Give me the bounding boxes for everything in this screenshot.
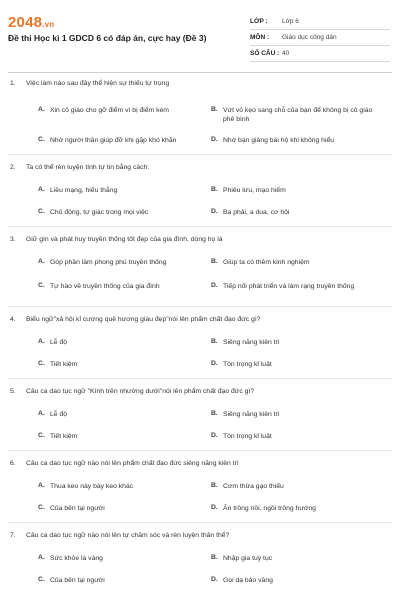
answer-option[interactable] (211, 338, 378, 347)
option-text: Liều mạng, hiếu thắng (50, 187, 118, 194)
question-number: 3. (10, 236, 16, 243)
option-text: Tôn trọng kỉ luật (223, 433, 272, 440)
question-number: 4. (10, 316, 16, 323)
option-text: Ba phải, a dua, cơ hội (223, 209, 290, 216)
meta-row-count (250, 46, 390, 62)
question-text: Giữ gìn và phát huy truyền thống tốt đẹp của gia đình, dòng họ là (26, 236, 223, 243)
meta-row-subject (250, 30, 390, 46)
answer-option[interactable] (211, 504, 378, 513)
answer-option[interactable] (38, 282, 205, 291)
answer-option[interactable] (38, 186, 205, 195)
option-letter: B. (211, 186, 218, 193)
option-text: Vứt vỏ kẹo sang chỗ của bạn để không bị cô giáo phê bình (223, 107, 373, 123)
question-separator (8, 378, 392, 379)
option-letter: C. (38, 208, 45, 215)
question-number: 2. (10, 164, 16, 171)
option-text: Ăn trông nồi, ngồi trông hướng (223, 505, 316, 512)
option-text: Siêng năng kiên trì (223, 411, 280, 418)
question-text: Ta có thể rèn luyện tính tự tin bằng cách: (26, 164, 150, 171)
option-text: Góp phần làm phong phú truyền thống (50, 259, 167, 266)
option-letter: A. (38, 482, 45, 489)
option-text: Tôn trọng kỉ luật (223, 361, 272, 368)
logo-tld: .vn (42, 20, 55, 29)
answer-option[interactable] (38, 482, 205, 491)
answer-option[interactable] (211, 576, 378, 585)
option-text: Phiêu lưu, mạo hiểm (223, 187, 286, 194)
option-text: Của bền tại người (50, 577, 105, 584)
option-letter: D. (211, 136, 218, 143)
answer-option[interactable] (211, 432, 378, 441)
option-letter: A. (38, 554, 45, 561)
answer-option[interactable] (211, 106, 378, 124)
option-text: Sức khỏe là vàng (50, 555, 103, 562)
option-letter: C. (38, 136, 45, 143)
option-letter: B. (211, 554, 218, 561)
option-text: Xin cô giáo cho gỡ điểm vì bị điểm kém (50, 107, 169, 114)
option-text: Tiếp nối phát triển và làm rạng truyền thống (223, 283, 355, 290)
question-text: Việc làm nào sau đây thể hiện sự thiếu tự trọng (26, 80, 170, 87)
answer-option[interactable] (211, 482, 378, 491)
meta-label: MÔN : (250, 34, 270, 41)
question-number: 5. (10, 388, 16, 395)
answer-option[interactable] (38, 338, 205, 347)
option-letter: D. (211, 432, 218, 439)
meta-value: 40 (282, 50, 290, 57)
option-text: Cơm thừa gạo thiếu (223, 483, 284, 490)
option-letter: A. (38, 338, 45, 345)
logo-text: 2048 (8, 14, 43, 31)
meta-row-class (250, 14, 390, 30)
meta-value: Lớp 6 (282, 18, 299, 25)
answer-option[interactable] (211, 282, 378, 291)
header-divider (8, 72, 392, 73)
answer-option[interactable] (211, 360, 378, 369)
exam-title: Đề thi Học kì 1 GDCD 6 có đáp án, cực hay (Đề 3) (8, 33, 207, 43)
option-text: Gọi dạ bảo vâng (223, 577, 273, 584)
option-letter: D. (211, 504, 218, 511)
question-text: Biểu ngữ"xả hội kỉ cương quê hương giàu đẹp"nói lên phẩm chất đạo đức gì? (26, 316, 261, 323)
site-logo[interactable] (8, 14, 54, 31)
option-letter: D. (211, 360, 218, 367)
option-text: Nhờ bạn giảng bài hộ khi không hiểu (223, 137, 335, 144)
option-letter: B. (211, 338, 218, 345)
option-letter: C. (38, 576, 45, 583)
answer-option[interactable] (38, 208, 205, 217)
option-letter: B. (211, 482, 218, 489)
option-text: Thua keo này bày keo khác (50, 483, 134, 490)
option-text: Tiết kiệm (50, 433, 78, 440)
option-text: Tiết kiệm (50, 361, 78, 368)
option-letter: D. (211, 208, 218, 215)
option-letter: D. (211, 282, 218, 289)
option-letter: A. (38, 186, 45, 193)
answer-option[interactable] (38, 258, 205, 267)
option-letter: C. (38, 282, 45, 289)
question-separator (8, 226, 392, 227)
answer-option[interactable] (38, 410, 205, 419)
answer-option[interactable] (38, 360, 205, 369)
option-letter: B. (211, 258, 218, 265)
option-letter: C. (38, 504, 45, 511)
meta-label: LỚP : (250, 18, 268, 25)
option-text: Chủ động, tự giác trong mọi việc (50, 209, 149, 216)
option-letter: C. (38, 360, 45, 367)
question-text: Câu ca dao tục ngữ nào nói lên tự chăm sóc và rèn luyện thân thể? (26, 532, 230, 539)
answer-option[interactable] (38, 504, 205, 513)
question-separator (8, 306, 392, 307)
answer-option[interactable] (211, 208, 378, 217)
option-text: Của bền tại người (50, 505, 105, 512)
option-letter: A. (38, 258, 45, 265)
answer-option[interactable] (38, 136, 205, 145)
exam-meta (250, 14, 390, 62)
meta-value: Giáo dục công dân (282, 34, 337, 41)
answer-option[interactable] (38, 576, 205, 585)
option-letter: C. (38, 432, 45, 439)
option-letter: B. (211, 410, 218, 417)
answer-option[interactable] (38, 554, 205, 563)
question-number: 6. (10, 460, 16, 467)
option-text: Siêng năng kiên trì (223, 339, 280, 346)
option-letter: A. (38, 410, 45, 417)
answer-option[interactable] (211, 258, 378, 267)
answer-option[interactable] (211, 554, 378, 563)
question-number: 1. (10, 80, 16, 87)
option-letter: A. (38, 106, 45, 113)
question-text: Câu ca dao tục ngữ "Kính trên nhường dưới"nói lên phẩm chất đạo đức gì? (26, 388, 255, 395)
option-text: Giúp ta có thêm kinh nghiệm (223, 259, 310, 266)
option-text: Nhập gia tuỳ tục (223, 555, 273, 562)
answer-option[interactable] (38, 106, 205, 115)
option-text: Nhờ người thân giúp đỡ khi gặp khó khăn (50, 137, 177, 144)
answer-option[interactable] (211, 136, 378, 145)
meta-label: SỐ CÂU : (250, 50, 280, 57)
page-header (0, 0, 400, 70)
option-text: Lễ độ (50, 339, 68, 346)
answer-option[interactable] (211, 186, 378, 195)
answer-option[interactable] (38, 432, 205, 441)
answer-option[interactable] (211, 410, 378, 419)
question-separator (8, 522, 392, 523)
question-text: Câu ca dao tục ngữ nào nói lên phẩm chất đạo đức siêng năng kiên trì (26, 460, 239, 467)
option-text: Lễ độ (50, 411, 68, 418)
question-separator (8, 154, 392, 155)
option-text: Tự hào về truyền thống của gia đình (50, 283, 160, 290)
option-letter: D. (211, 576, 218, 583)
option-letter: B. (211, 106, 218, 113)
question-number: 7. (10, 532, 16, 539)
question-separator (8, 450, 392, 451)
